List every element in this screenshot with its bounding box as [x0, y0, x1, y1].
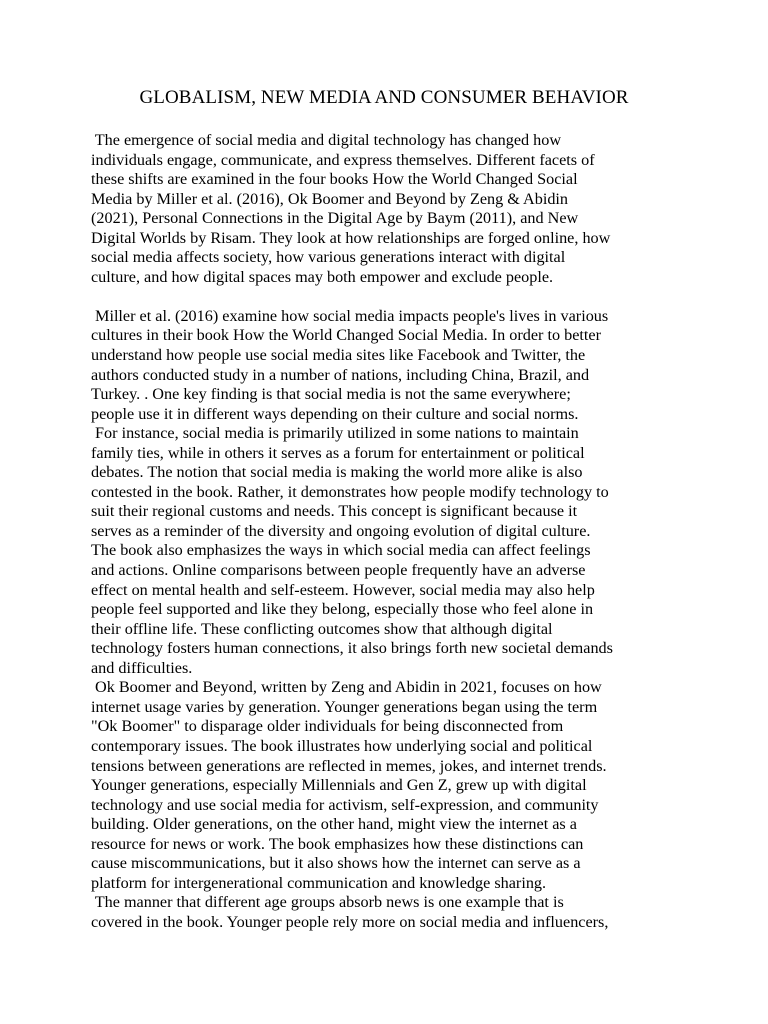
text-line: technology fosters human connections, it also brings forth new societal demands: [91, 639, 613, 658]
text-line: authors conducted study in a number of nations, including China, Brazil, and: [91, 365, 590, 384]
text-line: Media by Miller et al. (2016), Ok Boomer and Beyond by Zeng & Abidin: [91, 189, 569, 208]
text-line: debates. The notion that social media is making the world more alike is also: [91, 463, 583, 482]
text-line: cause miscommunications, but it also shows how the internet can serve as a: [91, 854, 581, 873]
paragraph: [91, 131, 691, 287]
text-line: "Ok Boomer" to disparage older individuals for being disconnected from: [91, 717, 564, 736]
text-line: Miller et al. (2016) examine how social media impacts people's lives in various: [91, 306, 609, 325]
text-line: effect on mental health and self-esteem. However, social media may also help: [91, 580, 595, 599]
text-line: The emergence of social media and digital technology has changed how: [91, 131, 562, 149]
text-line: Turkey. . One key finding is that social media is not the same everywhere;: [91, 385, 571, 404]
text-line: resource for news or work. The book emphasizes how these distinctions can: [91, 834, 584, 853]
text-line: The manner that different age groups absorb news is one example that is: [91, 893, 564, 912]
text-line: The book also emphasizes the ways in which social media can affect feelings: [91, 541, 591, 560]
paragraph: [91, 893, 691, 932]
text-line: individuals engage, communicate, and express themselves. Different facets of: [91, 150, 595, 169]
text-line: tensions between generations are reflected in memes, jokes, and internet trends.: [91, 756, 607, 775]
text-line: Younger generations, especially Millennials and Gen Z, grew up with digital: [91, 776, 587, 795]
text-line: suit their regional customs and needs. This concept is significant because it: [91, 502, 578, 521]
text-line: people use it in different ways depending on their culture and social norms.: [91, 404, 579, 423]
text-line: contemporary issues. The book illustrates how underlying social and political: [91, 736, 593, 755]
text-line: and actions. Online comparisons between people frequently have an adverse: [91, 561, 586, 580]
text-line: (2021), Personal Connections in the Digital Age by Baym (2011), and New: [91, 209, 579, 228]
text-line: and difficulties.: [91, 658, 193, 677]
paragraph: [91, 678, 691, 893]
text-line: understand how people use social media sites like Facebook and Twitter, the: [91, 346, 586, 365]
document-body: [91, 131, 691, 932]
text-line: For instance, social media is primarily utilized in some nations to maintain: [91, 424, 579, 443]
text-line: technology and use social media for activism, self-expression, and community: [91, 795, 599, 814]
paragraph-spacer: [91, 287, 691, 307]
text-line: these shifts are examined in the four books How the World Changed Social: [91, 170, 578, 189]
text-line: contested in the book. Rather, it demonstrates how people modify technology to: [91, 482, 609, 501]
text-line: their offline life. These conflicting outcomes show that although digital: [91, 619, 553, 638]
text-line: internet usage varies by generation. Younger generations began using the term: [91, 697, 598, 716]
text-line: Digital Worlds by Risam. They look at how relationships are forged online, how: [91, 228, 611, 247]
text-line: platform for intergenerational communication and knowledge sharing.: [91, 873, 547, 892]
document-title: GLOBALISM, NEW MEDIA AND CONSUMER BEHAVIOR: [139, 87, 629, 108]
text-line: covered in the book. Younger people rely more on social media and influencers,: [91, 912, 609, 931]
text-line: Ok Boomer and Beyond, written by Zeng and Abidin in 2021, focuses on how: [91, 678, 602, 697]
paragraph: [91, 424, 691, 678]
text-line: cultures in their book How the World Changed Social Media. In order to better: [91, 326, 601, 345]
text-line: people feel supported and like they belong, especially those who feel alone in: [91, 600, 594, 619]
paragraph: [91, 307, 691, 424]
text-line: serves as a reminder of the diversity and ongoing evolution of digital culture.: [91, 521, 591, 540]
text-line: family ties, while in others it serves as a forum for entertainment or political: [91, 443, 585, 462]
text-line: social media affects society, how various generations interact with digital: [91, 248, 566, 267]
text-line: building. Older generations, on the other hand, might view the internet as a: [91, 815, 577, 834]
text-line: culture, and how digital spaces may both empower and exclude people.: [91, 267, 554, 286]
